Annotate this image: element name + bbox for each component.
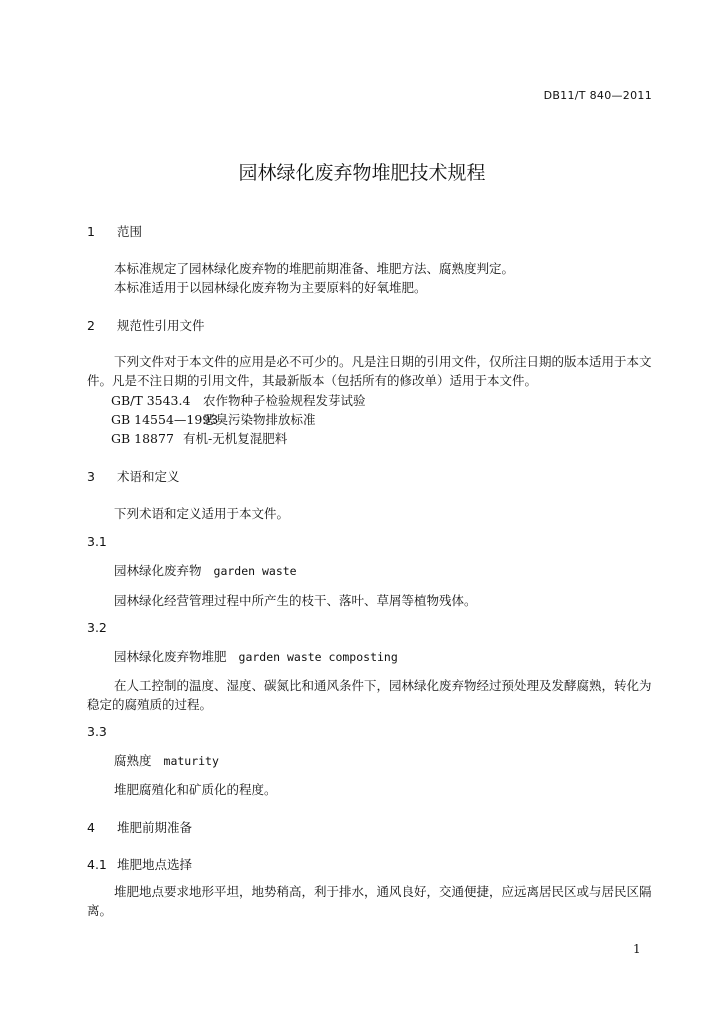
term-definition: 稳定的腐殖质的过程。 [87,697,213,712]
section-title: 规范性引用文件 [117,318,205,333]
term-entry [114,647,398,665]
subsection-4-1-heading [87,855,192,873]
section-2-heading [87,316,205,334]
reference-item [111,410,316,428]
paragraph: 下列术语和定义适用于本文件。 [114,506,290,521]
term-entry [114,751,219,769]
reference-code: GB 18877 [111,431,174,446]
term-definition: 园林绿化经营管理过程中所产生的枝干、落叶、草屑等植物残体。 [114,593,477,608]
subsection-title: 堆肥地点选择 [117,857,193,872]
term-english: garden waste composting [238,650,398,664]
reference-name: 有机-无机复混肥料 [183,431,288,446]
reference-name: 恶臭污染物排放标准 [203,412,316,427]
term-number: 3.1 [87,534,107,549]
section-number: 3 [87,469,95,484]
paragraph-line: 件。凡是不注日期的引用文件，其最新版本（包括所有的修改单）适用于本文件。 [87,373,538,388]
reference-code: GB/T 3543.4 [111,393,191,408]
section-title: 术语和定义 [117,469,180,484]
term-english: garden waste [213,564,297,578]
term-definition: 在人工控制的温度、湿度、碳氮比和通风条件下，园林绿化废弃物经过预处理及发酵腐熟，转化为 [114,678,652,693]
paragraph-line: 离。 [87,903,113,918]
paragraph: 本标准规定了园林绿化废弃物的堆肥前期准备、堆肥方法、腐熟度判定。 [114,261,515,276]
section-number: 1 [87,224,95,239]
paragraph-line: 堆肥地点要求地形平坦，地势稍高，利于排水，通风良好，交通便捷，应远离居民区或与居民区隔 [114,884,652,899]
paragraph: 本标准适用于以园林绿化废弃物为主要原料的好氧堆肥。 [114,280,427,295]
term-number: 3.2 [87,620,107,635]
term-number: 3.3 [87,724,107,739]
paragraph-line: 下列文件对于本文件的应用是必不可少的。凡是注日期的引用文件，仅所注日期的版本适用于本文 [114,354,652,369]
term-chinese: 园林绿化废弃物 [114,563,202,578]
subsection-number: 4.1 [87,857,107,872]
term-chinese: 园林绿化废弃物堆肥 [114,649,227,664]
reference-item [111,391,366,409]
term-english: maturity [163,754,219,768]
reference-name: 农作物种子检验规程发芽试验 [203,393,366,408]
term-chinese: 腐熟度 [114,753,152,768]
reference-code: GB 14554—1993 [111,412,219,427]
document-title: 园林绿化废弃物堆肥技术规程 [238,162,486,184]
section-number: 2 [87,318,95,333]
section-4-heading [87,818,192,836]
section-number: 4 [87,820,95,835]
standard-code: DB11/T 840—2011 [543,89,652,102]
section-title: 范围 [117,224,143,239]
page-number: 1 [633,942,641,956]
reference-item [111,429,287,447]
section-1-heading [87,222,142,240]
term-entry [114,561,297,579]
section-title: 堆肥前期准备 [117,820,193,835]
term-definition: 堆肥腐殖化和矿质化的程度。 [114,782,277,797]
section-3-heading [87,467,180,485]
